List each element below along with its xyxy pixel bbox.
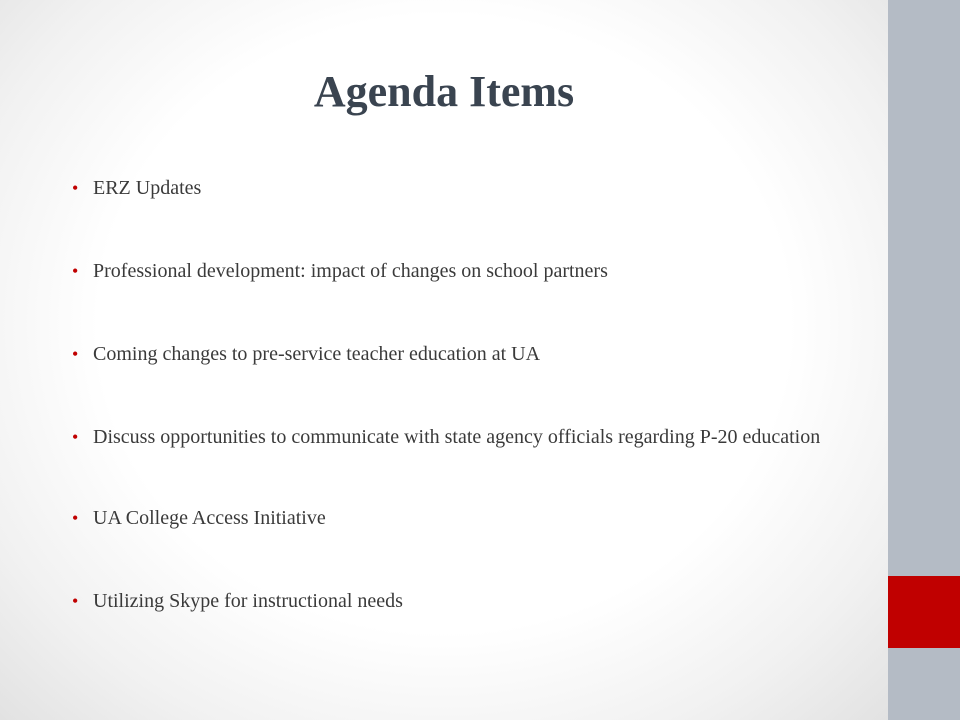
bullet-icon: • <box>72 344 79 364</box>
bullet-icon: • <box>72 261 79 281</box>
agenda-list <box>72 174 842 670</box>
slide-title: Agenda Items <box>313 67 575 116</box>
bullet-icon: • <box>72 178 79 198</box>
agenda-item-text: Professional development: impact of changes on school partners <box>93 260 608 282</box>
agenda-item-text: Discuss opportunities to communicate with state agency officials regarding P-20 education <box>93 426 821 448</box>
agenda-item-erz-updates <box>72 174 842 203</box>
agenda-item-text: Utilizing Skype for instructional needs <box>93 590 403 612</box>
agenda-item-skype <box>72 587 842 616</box>
agenda-item-teacher-education <box>72 340 842 369</box>
agenda-item-college-access <box>72 504 842 533</box>
agenda-item-professional-development <box>72 257 842 286</box>
agenda-item-text: Coming changes to pre-service teacher education at UA <box>93 343 541 365</box>
bullet-icon: • <box>72 591 79 611</box>
decorative-accent-block <box>888 576 960 648</box>
agenda-item-text: ERZ Updates <box>93 177 202 199</box>
agenda-item-text: UA College Access Initiative <box>93 507 326 529</box>
bullet-icon: • <box>72 427 79 447</box>
bullet-icon: • <box>72 508 79 528</box>
agenda-item-state-agency <box>72 423 842 452</box>
